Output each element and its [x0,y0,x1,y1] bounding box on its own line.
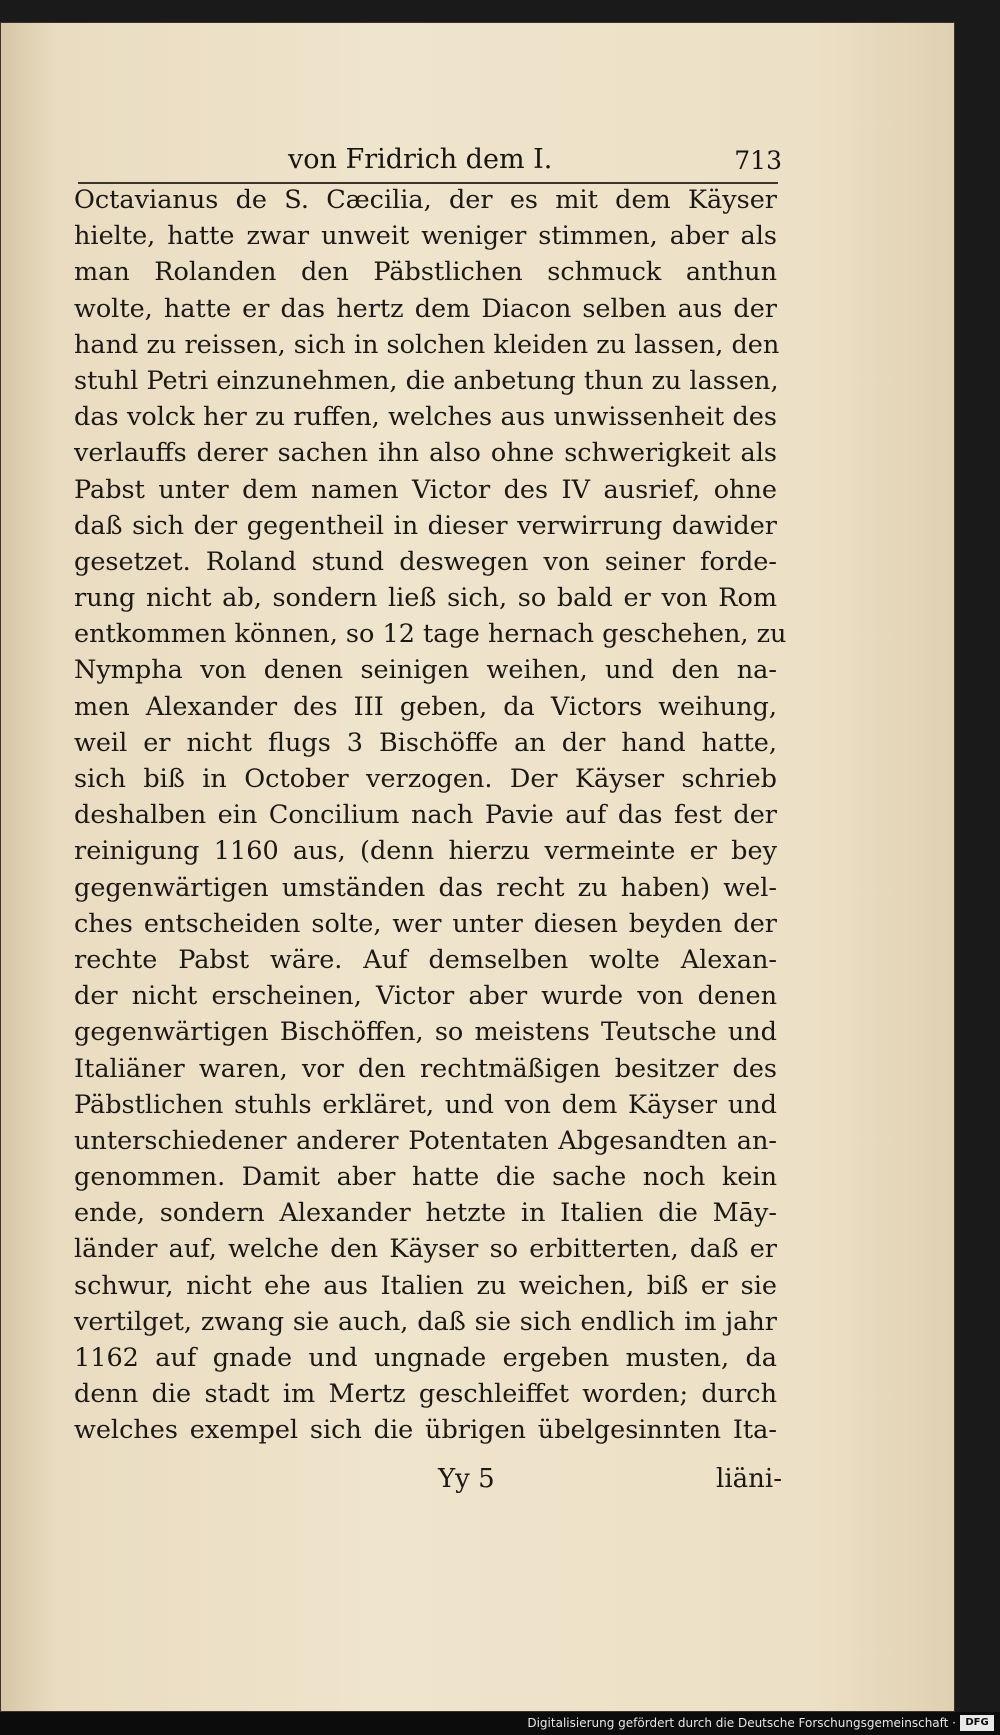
book-page [0,22,955,1712]
text-line: denn die stadt im Mertz geschleiffet worden; durch [74,1379,777,1410]
text-line: verlauffs derer sachen ihn also ohne schwerigkeit als [74,438,777,469]
text-line: deshalben ein Concilium nach Pavie auf das fest der [74,800,777,831]
text-line: men Alexander des III geben, da Victors weihung, [74,691,777,722]
text-line: genommen. Damit aber hatte die sache noch kein [74,1162,777,1193]
text-line: rechte Pabst wäre. Auf demselben wolte Alexan- [74,944,777,975]
credit-bar [0,1712,1000,1735]
text-line: Nympha von denen seinigen weihen, und den na- [74,655,777,686]
text-line: gegenwärtigen umständen das recht zu haben) wel- [74,872,777,903]
text-line: hielte, hatte zwar unweit weniger stimmen, aber als [74,221,777,252]
text-line: Päbstlichen stuhls erkläret, und von dem Käyser und [74,1089,777,1120]
page-number: 713 [734,146,782,175]
text-line: Octavianus de S. Cæcilia, der es mit dem Käyser [74,185,777,215]
text-line: hand zu reissen, sich in solchen kleiden zu lassen, den [74,329,780,360]
text-line: Pabst unter dem namen Victor des IV ausrief, ohne [74,474,777,505]
text-line: sich biß in October verzogen. Der Käyser schrieb [74,764,777,794]
text-line: daß sich der gegentheil in dieser verwirrung dawider [74,510,777,541]
text-line: ende, sondern Alexander hetzte in Italien die Māy- [74,1198,777,1229]
catchword: liäni- [716,1464,782,1494]
funding-credit: Digitalisierung gefördert durch die Deutsche Forschungsgemeinschaft · [527,1716,956,1730]
text-line: weil er nicht flugs 3 Bischöffe an der hand hatte, [74,727,777,758]
text-line: länder auf, welche den Käyser so erbitterten, daß er [74,1234,777,1265]
signature-mark: Yy 5 [438,1464,495,1494]
text-line: entkommen können, so 12 tage hernach geschehen, zu [74,619,787,650]
text-line: rung nicht ab, sondern ließ sich, so bald er von Rom [74,583,777,614]
body-text [74,182,787,1449]
page-header [0,144,955,180]
dfg-logo: DFG [960,1715,994,1731]
text-line: Italiäner waren, vor den rechtmäßigen besitzer des [74,1053,777,1084]
text-line: wolte, hatte er das hertz dem Diacon selben aus der [74,293,777,324]
text-line: schwur, nicht ehe aus Italien zu weichen, biß er sie [74,1270,777,1301]
text-line: vertilget, zwang sie auch, daß sie sich endlich im jahr [74,1306,777,1337]
text-line: gegenwärtigen Bischöffen, so meistens Teutsche und [74,1017,777,1048]
running-title: von Fridrich dem I. [288,144,553,175]
text-line: welches exempel sich die übrigen übelgesinnten Ita- [74,1415,777,1446]
page-footer [0,1464,955,1500]
text-line: ches entscheiden solte, wer unter diesen beyden der [74,908,777,939]
text-line: gesetzet. Roland stund deswegen von seiner forde- [74,546,777,577]
text-line: das volck her zu ruffen, welches aus unwissenheit des [74,402,777,433]
text-line: unterschiedener anderer Potentaten Abgesandten an- [74,1125,777,1156]
text-line: der nicht erscheinen, Victor aber wurde von denen [74,981,777,1012]
text-line: reinigung 1160 aus, (denn hierzu vermeinte er bey [74,836,777,867]
text-line: 1162 auf gnade und ungnade ergeben musten, da [74,1343,777,1373]
text-line: man Rolanden den Päbstlichen schmuck anthun [74,257,777,288]
text-line: stuhl Petri einzunehmen, die anbetung thun zu lassen, [74,365,779,396]
